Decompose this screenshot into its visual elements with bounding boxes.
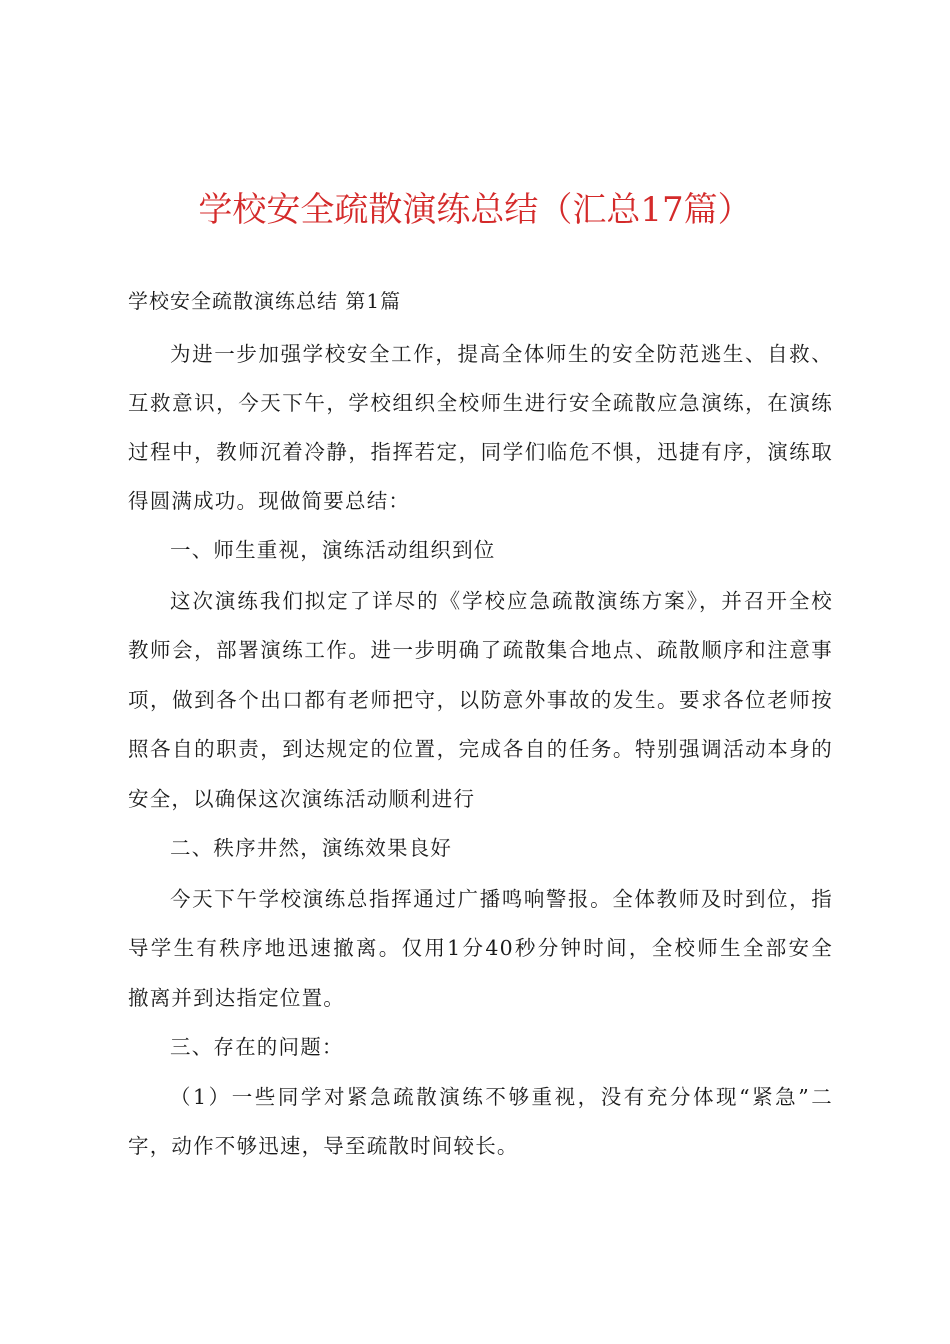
paragraph-line: 字，动作不够迅速，导至疏散时间较长。 bbox=[128, 1134, 519, 1158]
paragraph-line: （1）一些同学对紧急疏散演练不够重视，没有充分体现“紧急”二 bbox=[170, 1085, 833, 1109]
section-heading: 二、秩序井然，演练效果良好 bbox=[170, 836, 453, 860]
paragraph-line: 为进一步加强学校安全工作，提高全体师生的安全防范逃生、自救、 bbox=[170, 342, 833, 366]
paragraph-line: 得圆满成功。现做简要总结： bbox=[128, 489, 411, 513]
paragraph-line: 今天下午学校演练总指挥通过广播鸣响警报。全体教师及时到位，指 bbox=[170, 887, 833, 911]
section-heading: 一、师生重视，演练活动组织到位 bbox=[170, 538, 496, 562]
paragraph-line: 过程中，教师沉着冷静，指挥若定，同学们临危不惧，迅捷有序，演练取 bbox=[128, 440, 833, 464]
paragraph-line: 项，做到各个出口都有老师把守，以防意外事故的发生。要求各位老师按 bbox=[128, 688, 833, 712]
paragraph-line: 照各自的职责，到达规定的位置，完成各自的任务。特别强调活动本身的 bbox=[128, 737, 833, 761]
article-heading: 学校安全疏散演练总结 第1篇 bbox=[128, 289, 402, 313]
paragraph-line: 这次演练我们拟定了详尽的《学校应急疏散演练方案》，并召开全校 bbox=[170, 589, 833, 613]
paragraph-line: 教师会，部署演练工作。进一步明确了疏散集合地点、疏散顺序和注意事 bbox=[128, 638, 833, 662]
document-title: 学校安全疏散演练总结（汇总17篇） bbox=[198, 190, 752, 230]
paragraph-line: 互救意识，今天下午，学校组织全校师生进行安全疏散应急演练，在演练 bbox=[128, 391, 833, 415]
paragraph-line: 安全，以确保这次演练活动顺利进行 bbox=[128, 787, 476, 811]
section-heading: 三、存在的问题： bbox=[170, 1035, 344, 1059]
paragraph-line: 撤离并到达指定位置。 bbox=[128, 986, 345, 1010]
paragraph-line: 导学生有秩序地迅速撤离。仅用1分40秒分钟时间，全校师生全部安全 bbox=[128, 936, 833, 960]
